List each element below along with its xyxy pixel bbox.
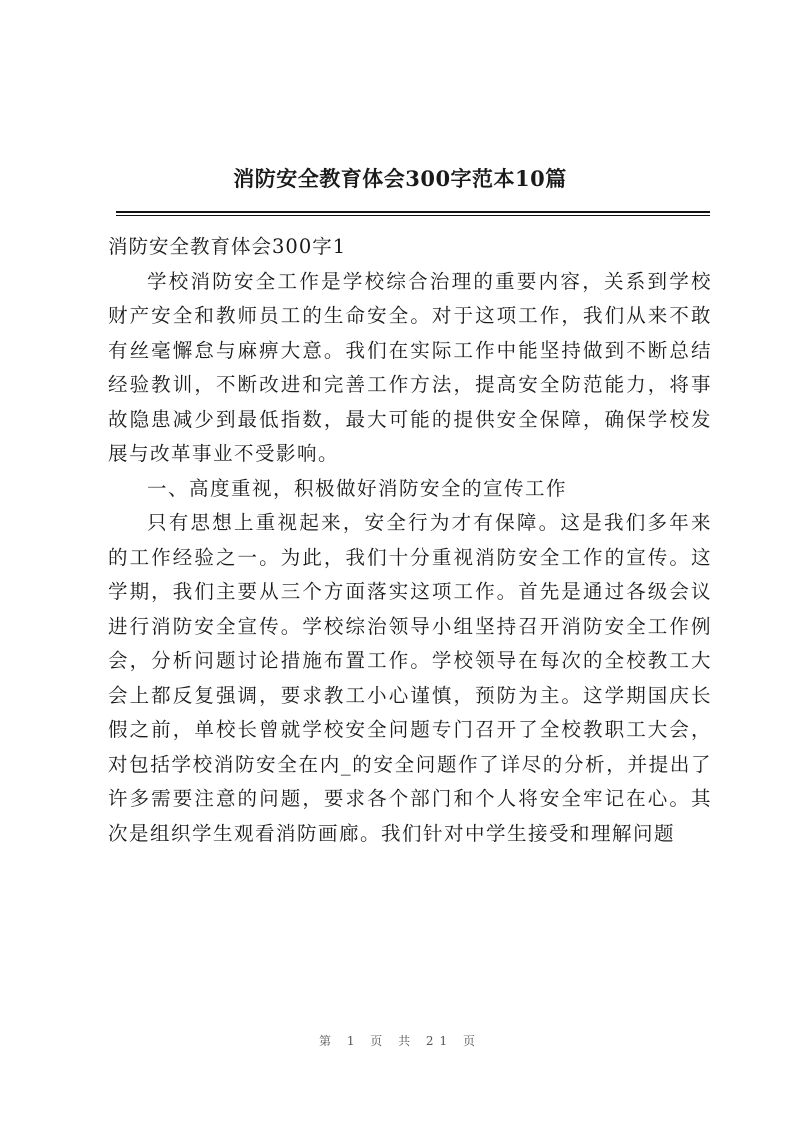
document-title: 消防安全教育体会300字范本10篇 [233, 166, 567, 191]
section-heading-1: 一、高度重视，积极做好消防安全的宣传工作 [147, 476, 568, 500]
paragraph-publicity: 只有思想上重视起来，安全行为才有保障。这是我们多年来的工作经验之一。为此，我们十分重视消防安全工作的宣传。这学期，我们主要从三个方面落实这项工作。首先是通过各级会议进行消防安全宣传。学校综治领导小组坚持召开消防安全工作例会，分析问题讨论措施布置工作。学校领导在每次的全校教工大会上都反复强调，要求教工小心谨慎，预防为主。这学期国庆长假之前，单校长曾就学校安全问题专门召开了全校教职工大会，对包括学校消防安全在内_的安全问题作了详尽的分析，并提出了许多需要注意的问题，要求各个部门和个人将安全牢记在心。其次是组织学生观看消防画廊。我们针对中学生接受和理解问题 [108, 511, 712, 845]
document-body [108, 230, 712, 851]
title-rule-thick [116, 211, 710, 213]
page-footer: 第 1 页 共 21 页 [319, 1034, 481, 1048]
section-subtitle: 消防安全教育体会300字1 [108, 235, 347, 258]
paragraph-intro: 学校消防安全工作是学校综合治理的重要内容，关系到学校财产安全和教师员工的生命安全。对于这项工作，我们从来不敢有丝毫懈怠与麻痹大意。我们在实际工作中能坚持做到不断总结经验教训，不断改进和完善工作方法，提高安全防范能力，将事故隐患减少到最低指数，最大可能的提供安全保障，确保学校发展与改革事业不受影响。 [108, 269, 712, 465]
title-rule-thin [116, 215, 710, 216]
